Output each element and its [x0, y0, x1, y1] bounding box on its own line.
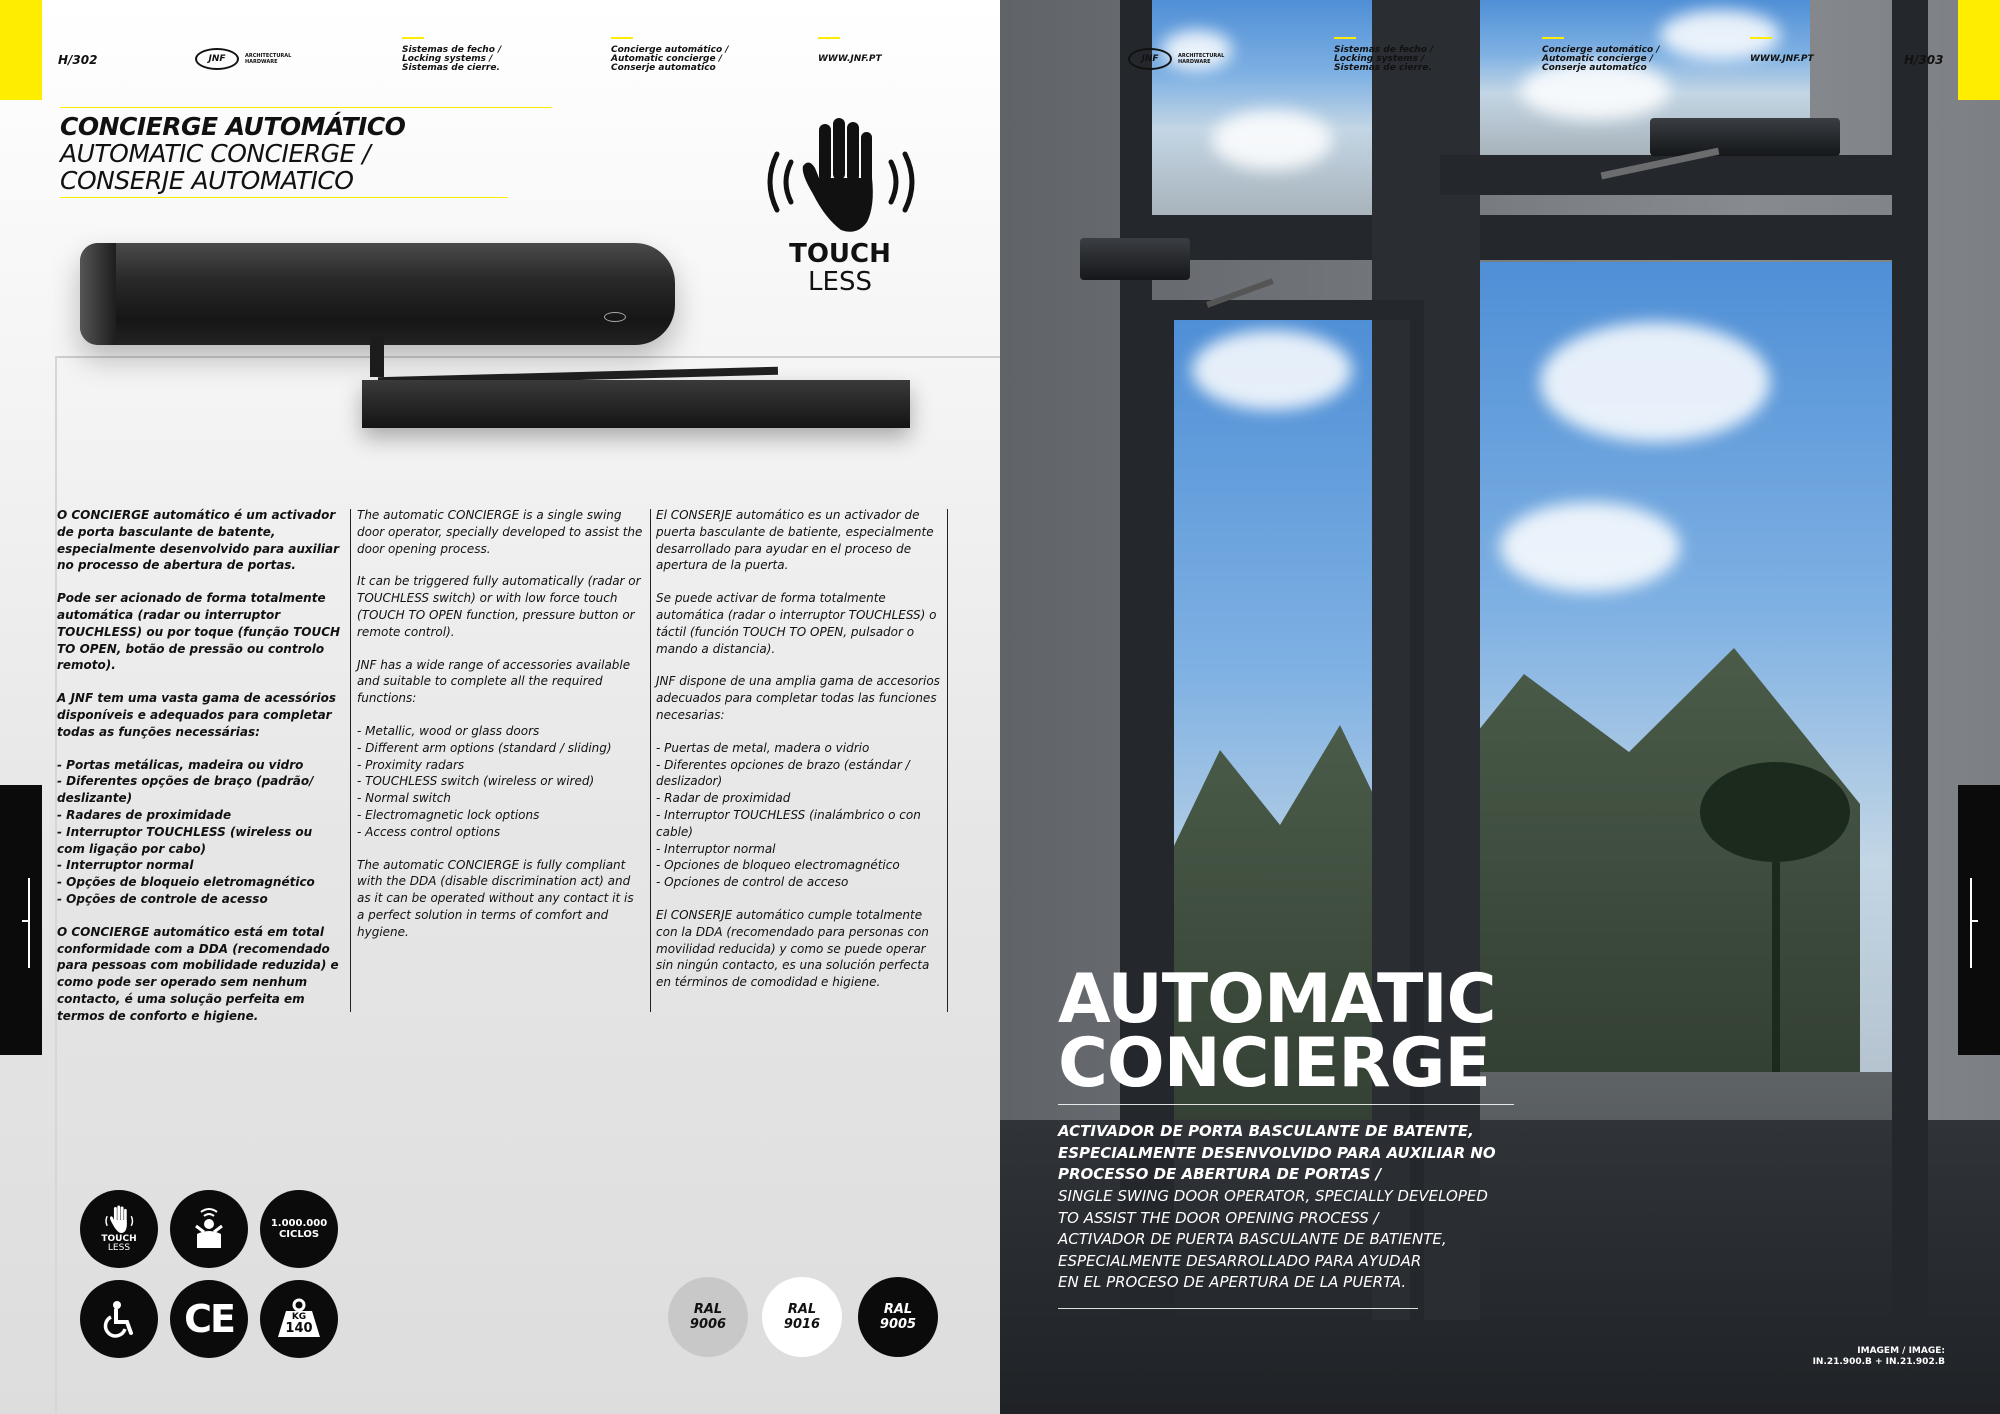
door-operator-image	[80, 243, 675, 345]
paragraph: JNF dispone de una amplia gama de accesorios adecuados para completar todas las funciones necesarias:	[656, 674, 940, 722]
hero-description-pt: ACTIVADOR DE PORTA BASCULANTE DE BATENTE, ESPECIALMENTE DESENVOLVIDO PARA AUXILIAR NO PROCESSO DE ABERTURA DE PORTAS /	[1058, 1122, 1496, 1183]
ral-swatch-9006: RAL 9006	[668, 1277, 748, 1357]
logo-mark: JNF	[1128, 48, 1172, 70]
operator-logo-badge	[604, 312, 626, 322]
weight-value: 140	[285, 1321, 313, 1336]
header-accent	[1542, 37, 1564, 39]
page-subtitle-en: AUTOMATIC CONCIERGE /	[60, 139, 371, 168]
page-number: H/303	[1904, 53, 1944, 67]
page-title: CONCIERGE AUTOMÁTICO	[60, 112, 406, 141]
header-product: Concierge automático / Automatic concierge / Conserje automatico	[611, 45, 729, 73]
paragraph: A JNF tem uma vasta gama de acessórios disponíveis e adequados para completar todas as funções necessárias:	[57, 691, 336, 739]
image-reference: IMAGEM / IMAGE: IN.21.900.B + IN.21.902.B	[1812, 1346, 1945, 1367]
text-column-es	[656, 507, 942, 1007]
paragraph: El CONSERJE automático es un activador de puerta basculante de batiente, especialmente desarrollado para ayudar en el proceso de apertura de la puerta.	[656, 508, 934, 573]
paragraph: It can be triggered fully automatically (radar or TOUCHLESS switch) or with low force touch (TOUCH TO OPEN function, pressure button or remote control).	[357, 574, 641, 639]
operator-arm-pivot	[370, 337, 384, 377]
header-accent	[1750, 37, 1772, 39]
column-divider	[350, 509, 351, 1012]
glass-pane-top-left	[1152, 0, 1372, 215]
paragraph: El CONSERJE automático cumple totalmente con la DDA (recomendado para personas con movilidad reducida) y como se puede operar sin ningún contacto, es una solución perfecta en términos de comodidad e higiene.	[656, 907, 930, 990]
text-column-pt	[57, 507, 343, 1041]
text-column-en	[357, 507, 643, 957]
logo-tagline-2: HARDWARE	[1178, 59, 1211, 65]
touchless-label-less: LESS	[808, 267, 872, 297]
header-category: Sistemas de fecho / Locking systems / Sistemas de cierre.	[402, 45, 502, 73]
feature-list: - Puertas de metal, madera o vidrio - Diferentes opciones de brazo (estándar / deslizador) - Radar de proximidad - Interruptor TOUCHLESS (inalámbrico o con cable) - Interruptor normal - Opciones de bloqueo electromagnético - Opciones de control de acceso	[656, 740, 921, 890]
door-frame-right	[1892, 0, 1928, 1330]
side-index-tab	[0, 785, 42, 1055]
header-accent	[402, 37, 424, 39]
hero-rule-bottom	[1058, 1308, 1418, 1309]
website-link[interactable]: WWW.JNF.PT	[818, 54, 882, 64]
logo-tagline-1: ARCHITECTURAL	[245, 53, 292, 59]
paragraph: O CONCIERGE automático está em total conformidade com a DDA (recomendado para pessoas com mobilidade reduzida) e como pode ser operado sem nenhum contacto, é uma solução perfeita em termos de conforto e higiene.	[57, 924, 339, 1023]
jnf-logo	[1128, 48, 1224, 70]
operator-unit-upper	[1650, 118, 1840, 156]
door-frame-transom	[1120, 215, 1900, 260]
ral-swatch-9005: RAL 9005	[858, 1277, 938, 1357]
header-category: Sistemas de fecho / Locking systems / Sistemas de cierre.	[1334, 45, 1434, 73]
door-leaf-top-rail	[1152, 300, 1412, 320]
paragraph: The automatic CONCIERGE is fully compliant with the DDA (disable discrimination act) and as it can be operated without any contact it is a perfect solution in terms of comfort and hygiene.	[357, 857, 634, 939]
column-divider	[650, 509, 651, 1012]
door-operator-cap	[80, 243, 116, 345]
jnf-logo	[195, 48, 291, 70]
badge-less-text: LESS	[107, 1243, 131, 1253]
paragraph: JNF has a wide range of accessories available and suitable to complete all the required functions:	[357, 657, 631, 706]
logo-mark: JNF	[195, 48, 239, 70]
product-shelf	[55, 356, 1000, 358]
touchless-hand-icon	[757, 118, 923, 238]
page-subtitle-es: CONSERJE AUTOMATICO	[60, 166, 354, 195]
feature-list: - Metallic, wood or glass doors - Different arm options (standard / sliding) - Proximity radars - TOUCHLESS switch (wireless or wired) - Normal switch - Electromagnetic lock options - Access control options	[357, 723, 612, 839]
person-sensor-icon	[184, 1204, 234, 1254]
yellow-corner-tab	[0, 0, 42, 100]
accessibility-badge	[80, 1280, 158, 1358]
door-frame-sill	[1120, 1320, 1928, 1332]
wheelchair-icon	[97, 1297, 141, 1341]
page-number: H/302	[58, 53, 98, 67]
touchless-hand-icon	[99, 1205, 139, 1235]
logo-tagline-1: ARCHITECTURAL	[1178, 53, 1225, 59]
touchless-label-touch: TOUCH	[789, 239, 891, 269]
paragraph: Se puede activar de forma totalmente automática (radar o interruptor TOUCHLESS) o táctil (función TOUCH TO OPEN, pulsador o mando a distancia).	[656, 591, 937, 656]
weight-unit: KG	[291, 1312, 307, 1322]
cycles-badge	[260, 1190, 338, 1268]
header-accent	[611, 37, 633, 39]
hero-title: AUTOMATIC CONCIERGE	[1058, 960, 1496, 1103]
cycles-label: CICLOS	[278, 1229, 320, 1240]
operator-slide-rail	[362, 380, 910, 428]
paragraph: Pode ser acionado de forma totalmente automática (radar ou interruptor TOUCHLESS) ou por toque (função TOUCH TO OPEN, botão de pressão ou controlo remoto).	[57, 591, 341, 673]
glass-pane-fixed	[1480, 262, 1892, 1262]
column-divider	[947, 509, 948, 1012]
hero-rule-top	[1058, 1104, 1514, 1105]
weight-badge	[260, 1280, 338, 1358]
cycles-count: 1.000.000	[270, 1218, 328, 1229]
badge-touch-text: TOUCH	[101, 1234, 137, 1244]
title-rule-bottom	[60, 197, 508, 198]
feature-list: - Portas metálicas, madeira ou vidro - Diferentes opções de braço (padrão/ deslizante) - Radares de proximidade - Interruptor TOUCHLESS (wireless ou com ligação por cabo) - Interruptor normal - Opções de bloqueio eletromagnético - Opções de controle de acesso	[57, 757, 315, 906]
header-product: Concierge automático / Automatic concierge / Conserje automatico	[1542, 45, 1660, 73]
person-radar-badge	[170, 1190, 248, 1268]
header-accent	[1334, 37, 1356, 39]
ral-swatch-9016: RAL 9016	[762, 1277, 842, 1357]
paragraph: The automatic CONCIERGE is a single swing door operator, specially developed to assist the door opening process.	[357, 508, 643, 556]
header-accent	[818, 37, 840, 39]
title-rule-top	[60, 107, 552, 108]
hero-description-en-es: SINGLE SWING DOOR OPERATOR, SPECIALLY DEVELOPED TO ASSIST THE DOOR OPENING PROCESS / ACTIVADOR DE PUERTA BASCULANTE DE BATIENTE, ESPECIALMENTE DESARROLLADO PARA AYUDAR EN EL PROCESO DE APERTURA DE LA PUERTA.	[1058, 1187, 1488, 1291]
logo-tagline-2: HARDWARE	[245, 59, 278, 65]
website-link[interactable]: WWW.JNF.PT	[1750, 54, 1814, 64]
paragraph: O CONCIERGE automático é um activador de porta basculante de batente, especialmente desenvolvido para auxiliar no processo de abertura de portas.	[57, 508, 339, 573]
touchless-badge	[80, 1190, 158, 1268]
side-index-tab	[1958, 785, 2000, 1055]
operator-unit-lower	[1080, 238, 1190, 280]
yellow-corner-tab	[1958, 0, 2000, 100]
ce-mark-text: CE	[184, 1297, 234, 1341]
ce-mark-badge	[170, 1280, 248, 1358]
